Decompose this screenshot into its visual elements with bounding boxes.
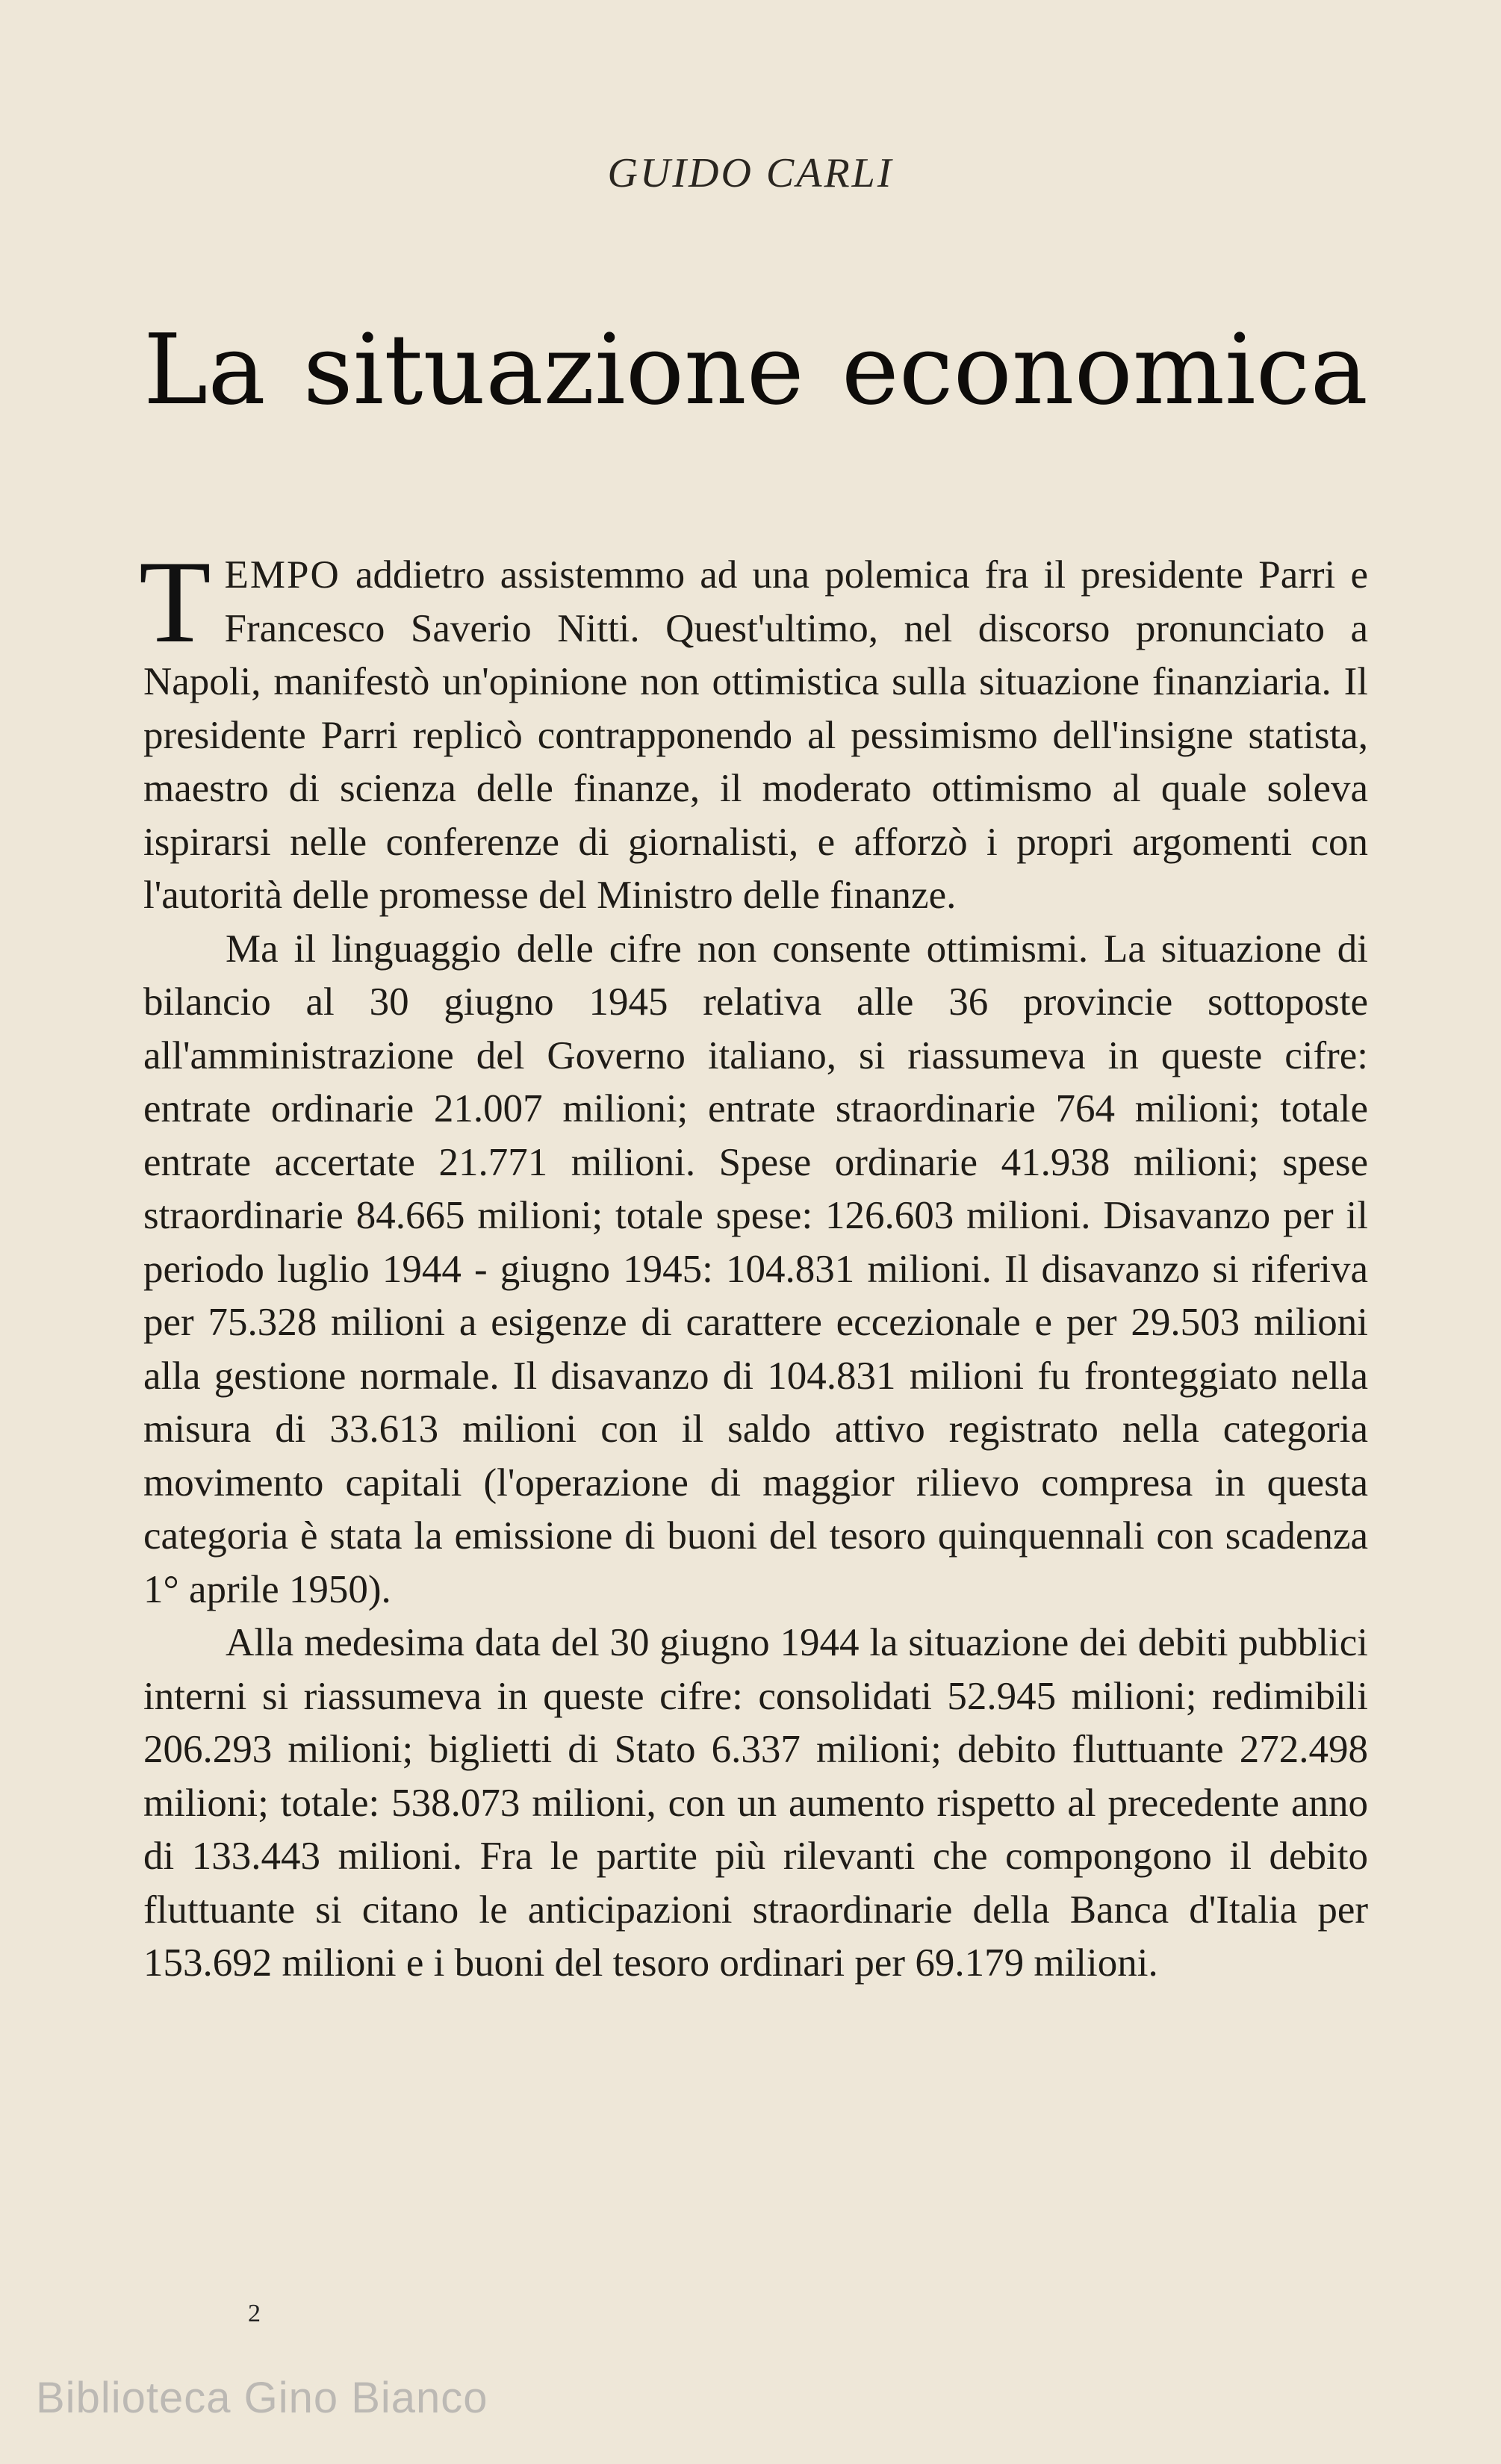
title-word-3: economica — [841, 313, 1368, 426]
paragraph-1 — [139, 537, 1368, 923]
first-word-smallcaps: EMPO — [224, 553, 341, 597]
paragraph-2: Ma il linguaggio delle cifre non consente ottimismi. La situazione di bilancio al 30 giugno 1945 relativa alle 36 provincie sottoposte all'amministrazione del Governo italiano, si riassumeva in queste cifre: entrate ordinarie 21.007 milioni; entrate straordinarie 764 milioni; totale entrate accertate 21.771 milioni. Spese ordinarie 41.938 milioni; spese straordinarie 84.665 milioni; totale spese: 126.603 milioni. Disavanzo per il periodo luglio 1944 - giugno 1945: 104.831 milioni. Il disavanzo si riferiva per 75.328 milioni a esigenze di carattere eccezionale e per 29.503 milioni alla gestione normale. Il disavanzo di 104.831 milioni fu fronteggiato nella misura di 33.613 milioni con il saldo attivo registrato nella categoria movimento capitali (l'operazione di maggior rilievo compresa in questa categoria è stata la emissione di buoni del tesoro quinquennali con scadenza 1° aprile 1950). — [143, 927, 1368, 1611]
author-name: GUIDO CARLI — [607, 150, 894, 196]
paragraph-1-text: addietro assistemmo ad una polemica fra il presidente Parri e Francesco Saverio Nitti. Quest'ultimo, nel discorso pronunciato a Napoli, manifestò un'opinione non ottimistica sulla situazione finanziaria. Il presidente Parri replicò contrapponendo al pessimismo dell'insigne statista, maestro di scienza delle finanze, il moderato ottimismo al quale soleva ispirarsi nelle conferenze di giornalisti, e afforzò i propri argomenti con l'autorità delle promesse del Ministro delle finanze. — [143, 553, 1368, 917]
article-body — [139, 537, 1368, 1991]
drop-cap: T — [139, 537, 211, 668]
paragraph-3: Alla medesima data del 30 giugno 1944 la situazione dei debiti pubblici interni si riassumeva in queste cifre: consolidati 52.945 milioni; redimibili 206.293 milioni; biglietti di Stato 6.337 milioni; debito fluttuante 272.498 milioni; totale: 538.073 milioni, con un aumento rispetto al precedente anno di 133.443 milioni. Fra le partite più rilevanti che compongono il debito fluttuante si citano le anticipazioni straordinarie della Banca d'Italia per 153.692 milioni e i buoni del tesoro ordinari per 69.179 milioni. — [143, 1621, 1368, 1985]
title-word-2: situazione — [302, 313, 804, 426]
library-watermark: Biblioteca Gino Bianco — [36, 2374, 488, 2422]
page-number: 2 — [248, 2300, 261, 2327]
article-title — [143, 314, 1368, 426]
title-word-1: La — [143, 313, 266, 426]
